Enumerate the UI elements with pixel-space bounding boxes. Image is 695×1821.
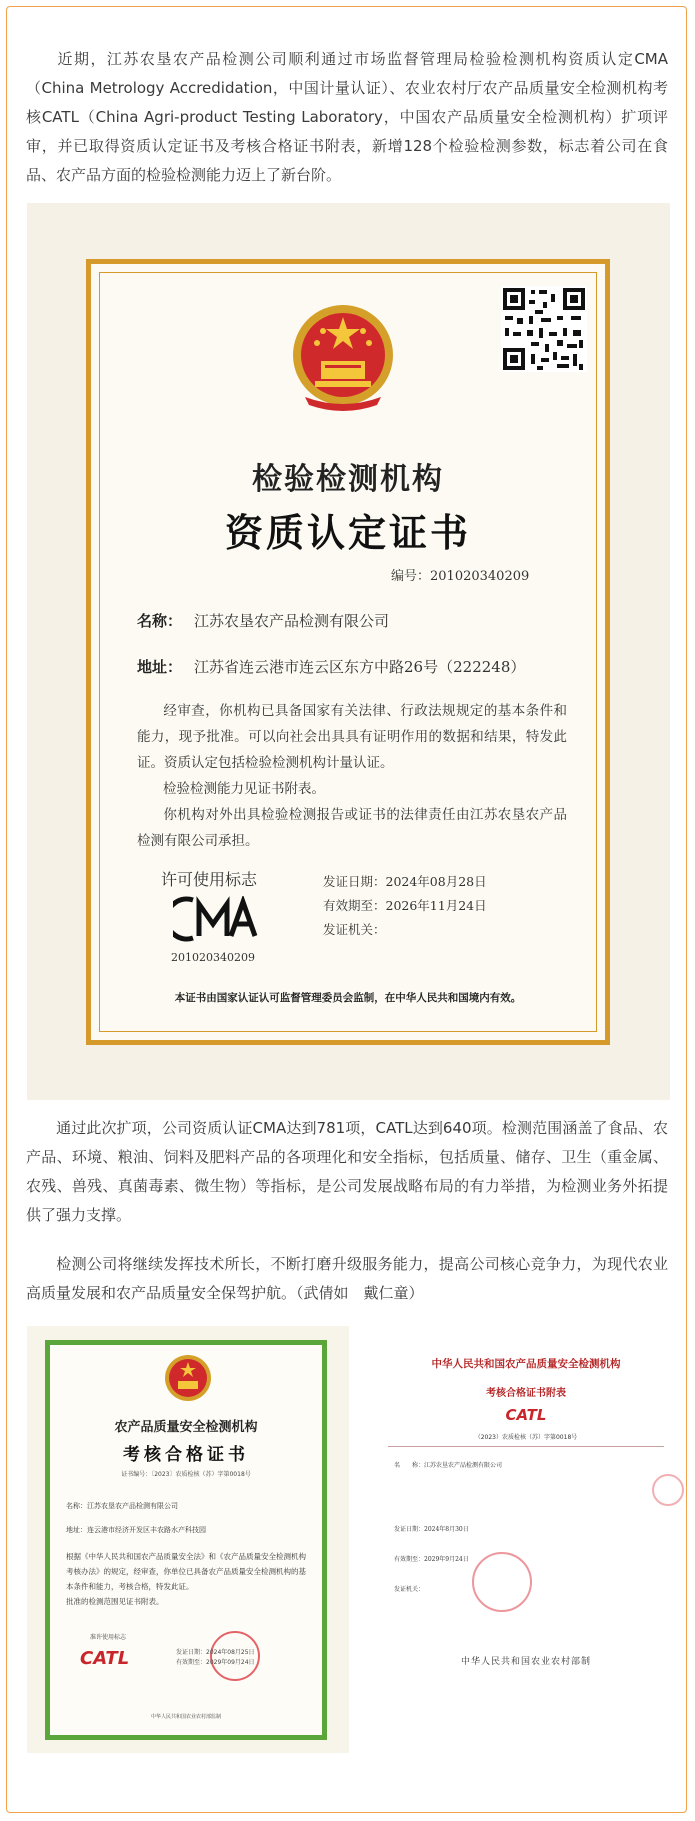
certificate-name-row xyxy=(137,610,389,631)
address-label: 地址： xyxy=(137,658,183,676)
attachment-issuer: 发证机关： xyxy=(394,1586,425,1593)
paragraph-intro-text: 近期，江苏农垦农产品检测公司顺利通过市场监督管理局检验检测机构资质认定CMA（China Metrology Accredidation，中国计量认证）、农业农村厅农产品质量安全检测机构考核CATL（China Agri-product Testing Laboratory，中国农产品质量安全检测机构）扩项评审，并已取得资质认定证书及考核合格证书附表，新增128个检验检测参数，标志着公司在食品、农产品方面的检验检测能力迈上了新台阶。 xyxy=(26,50,668,184)
certificate-title-line2: 资质认定证书 xyxy=(224,510,471,555)
catl-title-line2: 考核合格证书 xyxy=(123,1445,249,1465)
certificate-address-row xyxy=(137,656,525,677)
qr-code-icon xyxy=(501,286,587,372)
paragraph-scope xyxy=(26,1114,668,1230)
official-seal-icon xyxy=(472,1552,532,1612)
certificate-title-line1: 检验检测机构 xyxy=(252,462,444,497)
certificate-dates xyxy=(323,870,487,942)
cma-certificate-image xyxy=(27,203,670,1100)
paragraph-intro xyxy=(26,45,668,190)
national-emblem-icon xyxy=(162,1353,214,1403)
catl-title-line1: 农产品质量安全检测机构 xyxy=(114,1420,258,1435)
certificate-body-p2: 检验检测能力见证书附表。 xyxy=(163,781,325,797)
catl-certificate xyxy=(45,1340,327,1740)
address-value: 江苏省连云港市连云区东方中路26号（222248） xyxy=(194,658,526,676)
certificate-body-p1: 经审查，你机构已具备国家有关法律、行政法规规定的基本条件和能力，现予批准。可以向社会出具具有证明作用的数据和结果，特发此证。资质认定包括检验检测机构计量认证。 xyxy=(137,703,567,771)
catl-attachment-image xyxy=(382,1326,670,1753)
name-label: 名称： xyxy=(137,612,183,630)
issue-date: 发证日期：2024年08月28日 xyxy=(323,874,487,889)
attachment-valid-until: 有效期至：2029年9月24日 xyxy=(394,1556,469,1563)
national-emblem-icon xyxy=(285,301,401,413)
attachment-title-line1: 中华人民共和国农产品质量安全检测机构 xyxy=(431,1358,621,1370)
paragraph-outlook-text: 检测公司将继续发挥技术所长，不断打磨升级服务能力，提高公司核心竞争力，为现代农业高质量发展和农产品质量安全保驾护航。（武倩如 戴仁童） xyxy=(26,1255,668,1302)
attachment-number: （2023）农质检核（苏）字第0018号 xyxy=(474,1434,578,1441)
catl-dates xyxy=(176,1648,255,1668)
certificate-footer: 本证书由国家认证认可监督管理委员会监制，在中华人民共和国境内有效。 xyxy=(174,992,522,1004)
catl-name: 名称：江苏农垦农产品检测有限公司 xyxy=(66,1502,178,1510)
attachment-issue-date: 发证日期：2024年8月30日 xyxy=(394,1526,469,1533)
cma-certificate xyxy=(86,259,610,1045)
attachment-title-line2: 考核合格证书附表 xyxy=(486,1388,566,1399)
name-value: 江苏农垦农产品检测有限公司 xyxy=(194,612,390,630)
issuer: 发证机关： xyxy=(323,922,386,937)
catl-valid-until: 有效期至：2029年09月24日 xyxy=(176,1659,255,1666)
catl-footer: 中华人民共和国农业农村部监制 xyxy=(150,1714,221,1720)
certificate-number: 编号：201020340209 xyxy=(391,569,530,584)
catl-permit-label: 准许使用标志 xyxy=(90,1634,127,1641)
permit-mark-label: 许可使用标志 xyxy=(161,870,258,889)
attachment-catl-logo: CATL xyxy=(505,1406,547,1424)
certificate-body-p3: 你机构对外出具检验检测报告或证书的法律责任由江苏农垦农产品检测有限公司承担。 xyxy=(137,807,567,849)
catl-address: 地址：连云港市经济开发区丰农路水产科技园 xyxy=(66,1526,206,1534)
catl-logo: CATL xyxy=(80,1648,130,1669)
cma-logo-icon xyxy=(173,896,259,942)
catl-body xyxy=(66,1549,308,1609)
paragraph-outlook xyxy=(26,1250,668,1308)
catl-body-p2: 批准的检测范围见证书附表。 xyxy=(66,1597,164,1606)
attachment-footer: 中华人民共和国农业农村部制 xyxy=(460,1657,591,1667)
catl-body-p1: 根据《中华人民共和国农产品质量安全法》和《农产品质量安全检测机构考核办法》的规定，经审查，你单位已具备农产品质量安全检测机构的基本条件和能力，考核合格，特发此证。 xyxy=(66,1552,306,1591)
catl-issue-date: 发证日期：2024年08月25日 xyxy=(176,1649,255,1656)
valid-until: 有效期至：2026年11月24日 xyxy=(323,898,487,913)
catl-certificate-image xyxy=(27,1326,349,1753)
attachment-divider xyxy=(388,1446,664,1447)
catl-certificate-number: 证书编号：〔2023〕农质检核（苏）字第0018号 xyxy=(121,1471,251,1478)
cma-number: 201020340209 xyxy=(171,951,255,964)
attachment-name: 名 称：江苏农垦农产品检测有限公司 xyxy=(394,1462,503,1469)
certificate-body xyxy=(137,698,567,854)
partial-seal-icon xyxy=(652,1474,684,1506)
paragraph-scope-text: 通过此次扩项，公司资质认证CMA达到781项，CATL达到640项。检测范围涵盖了食品、农产品、环境、粮油、饲料及肥料产品的各项理化和安全指标，包括质量、储存、卫生（重金属、农残、兽残、真菌毒素、微生物）等指标，是公司发展战略布局的有力举措，为检测业务外拓提供了强力支撑。 xyxy=(26,1119,668,1224)
